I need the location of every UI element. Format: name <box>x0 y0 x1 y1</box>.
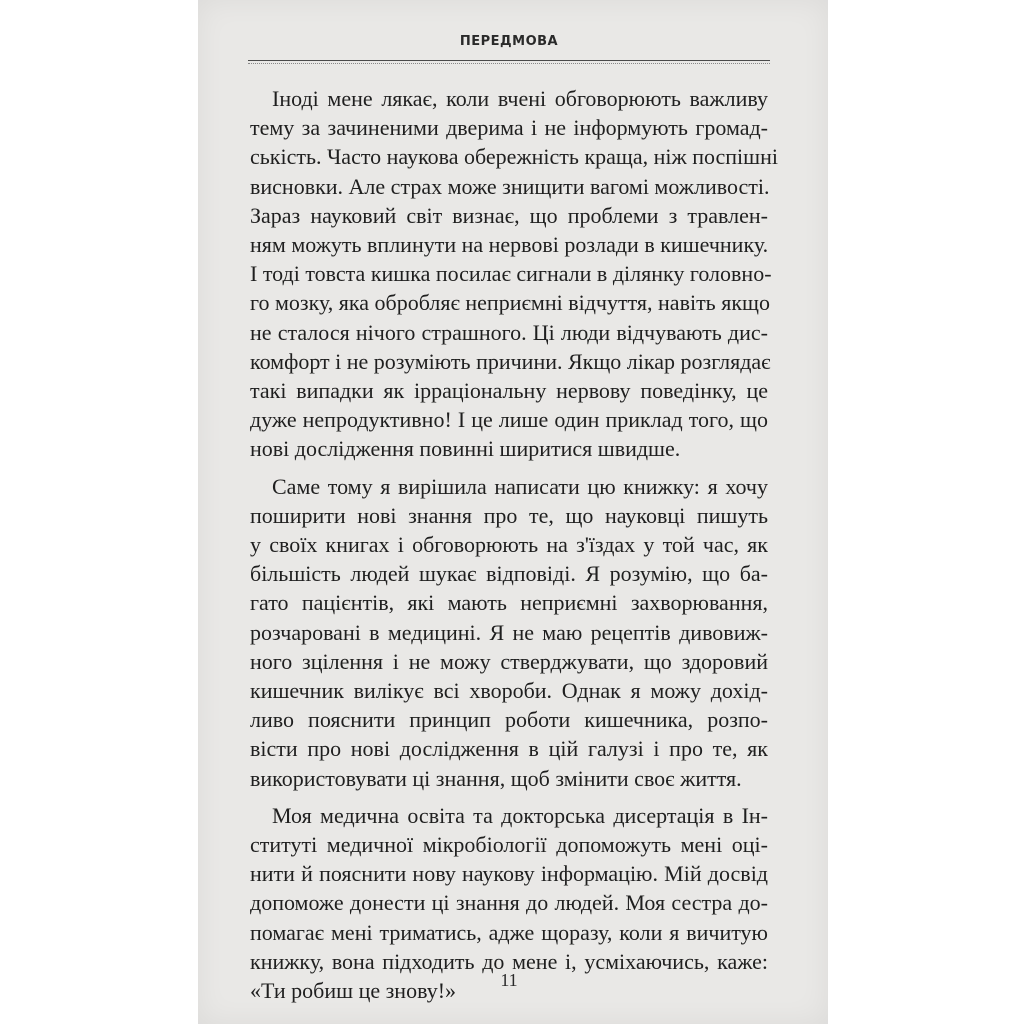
text-line: використовувати ці знання, щоб змінити своє життя. <box>250 765 742 791</box>
text-line: нові дослідження повинні ширитися швидше. <box>250 436 681 462</box>
book-page <box>198 0 828 1024</box>
text-line: Зараз науковий світ визнає, що проблеми з травлен- <box>250 202 768 228</box>
body-text <box>250 84 778 1005</box>
text-line: помагає мені триматись, адже щоразу, коли я вичитую <box>250 919 768 945</box>
text-line: вісти про нові дослідження в цій галузі і про те, як <box>250 736 768 762</box>
text-line: не сталося нічого страшного. Ці люди відчувають дис- <box>250 319 768 345</box>
text-line: розчаровані в медицині. Я не маю рецептів дивовиж- <box>250 619 768 645</box>
text-line: більшість людей шукає відповіді. Я розумію, що ба- <box>250 561 768 587</box>
text-line: кишечник вилікує всі хвороби. Однак я можу дохід- <box>250 678 768 704</box>
text-line: у своїх книгах і обговорюють на з'їздах у той час, як <box>250 532 768 558</box>
text-line: поширити нові знання про те, що науковці пишуть <box>250 502 768 528</box>
text-line: І тоді товста кишка посилає сигнали в ділянку головно- <box>250 261 772 287</box>
paragraph <box>250 84 778 464</box>
text-line: Іноді мене лякає, коли вчені обговорюють важливу <box>272 86 768 111</box>
text-line: комфорт і не розуміють причини. Якщо лікар розглядає <box>250 348 771 374</box>
text-line: ного зцілення і не можу стверджувати, що здоровий <box>250 648 768 674</box>
text-line: ливо пояснити принцип роботи кишечника, розпо- <box>250 707 768 733</box>
paragraph-gap <box>250 464 768 472</box>
text-line: «Ти робиш це знову!» <box>250 978 457 1004</box>
text-line: го мозку, яка обробляє неприємні відчуття, навіть якщо <box>250 290 770 316</box>
text-line: тему за зачиненими дверима і не інформують громад- <box>250 115 768 141</box>
text-line: допоможе донести ці знання до людей. Моя сестра до- <box>250 890 768 916</box>
running-header: ПЕРЕДМОВА <box>459 34 559 49</box>
text-line: ськість. Часто наукова обережність краща, ніж поспішні <box>250 144 778 170</box>
text-line: Моя медична освіта та докторська дисертація в Ін- <box>272 802 768 828</box>
paragraph <box>250 472 768 793</box>
text-line: Саме тому я вирішила написати цю книжку: я хочу <box>272 473 768 499</box>
text-line: ституті медичної мікробіології допоможуть мені оці- <box>250 832 768 858</box>
text-line: дуже непродуктивно! І це лише один приклад того, що <box>250 407 768 433</box>
header-divider <box>248 60 770 64</box>
text-line: такі випадки як ірраціональну нервову поведінку, це <box>250 378 768 404</box>
text-line: книжку, вона підходить до мене і, усміхаючись, каже: <box>250 948 768 974</box>
text-line: нити й пояснити нову наукову інформацію. Мій досвід <box>250 861 768 887</box>
paragraph-gap <box>250 793 768 801</box>
page-number: 11 <box>500 970 518 990</box>
text-line: ням можуть вплинути на нервові розлади в кишечнику. <box>250 232 769 258</box>
text-line: гато пацієнтів, які мають неприємні захворювання, <box>250 590 768 616</box>
text-line: висновки. Але страх може знищити вагомі можливості. <box>250 173 770 199</box>
